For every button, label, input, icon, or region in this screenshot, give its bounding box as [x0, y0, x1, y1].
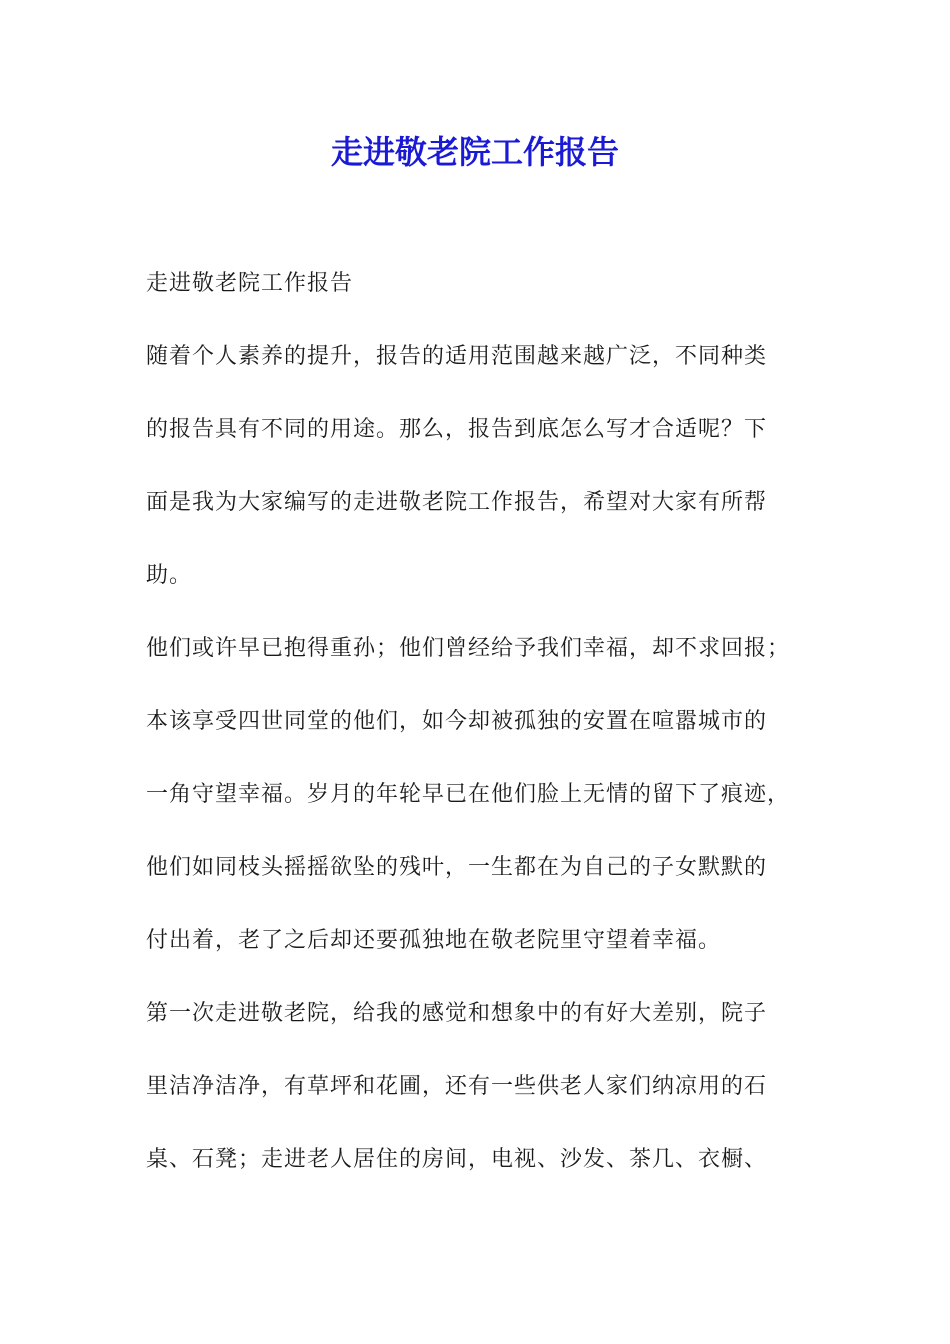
body-line: 第一次走进敬老院，给我的感觉和想象中的有好大差别，院子: [146, 1001, 768, 1026]
body-line: 里洁净洁净，有草坪和花圃，还有一些供老人家们纳凉用的石: [146, 1074, 768, 1099]
body-line: 走进敬老院工作报告: [146, 271, 354, 296]
document-title: 走进敬老院工作报告: [330, 133, 619, 171]
body-line: 面是我为大家编写的走进敬老院工作报告，希望对大家有所帮: [146, 490, 768, 515]
document-body: [146, 264, 826, 1213]
body-line: 本该享受四世同堂的他们，如今却被孤独的安置在喧嚣城市的: [146, 709, 768, 734]
body-line: 助。: [146, 563, 193, 588]
body-line: 一角守望幸福。岁月的年轮早已在他们脸上无情的留下了痕迹，: [146, 782, 791, 807]
body-line: 他们或许早已抱得重孙；他们曾经给予我们幸福，却不求回报；: [146, 636, 791, 661]
body-line: 桌、石凳；走进老人居住的房间，电视、沙发、茶几、衣橱、: [146, 1147, 768, 1172]
body-line: 随着个人素养的提升，报告的适用范围越来越广泛，不同种类: [146, 344, 768, 369]
body-line: 的报告具有不同的用途。那么，报告到底怎么写才合适呢？下: [146, 417, 768, 442]
body-line: 他们如同枝头摇摇欲坠的残叶，一生都在为自己的子女默默的: [146, 855, 768, 880]
body-line: 付出着，老了之后却还要孤独地在敬老院里守望着幸福。: [146, 928, 722, 953]
